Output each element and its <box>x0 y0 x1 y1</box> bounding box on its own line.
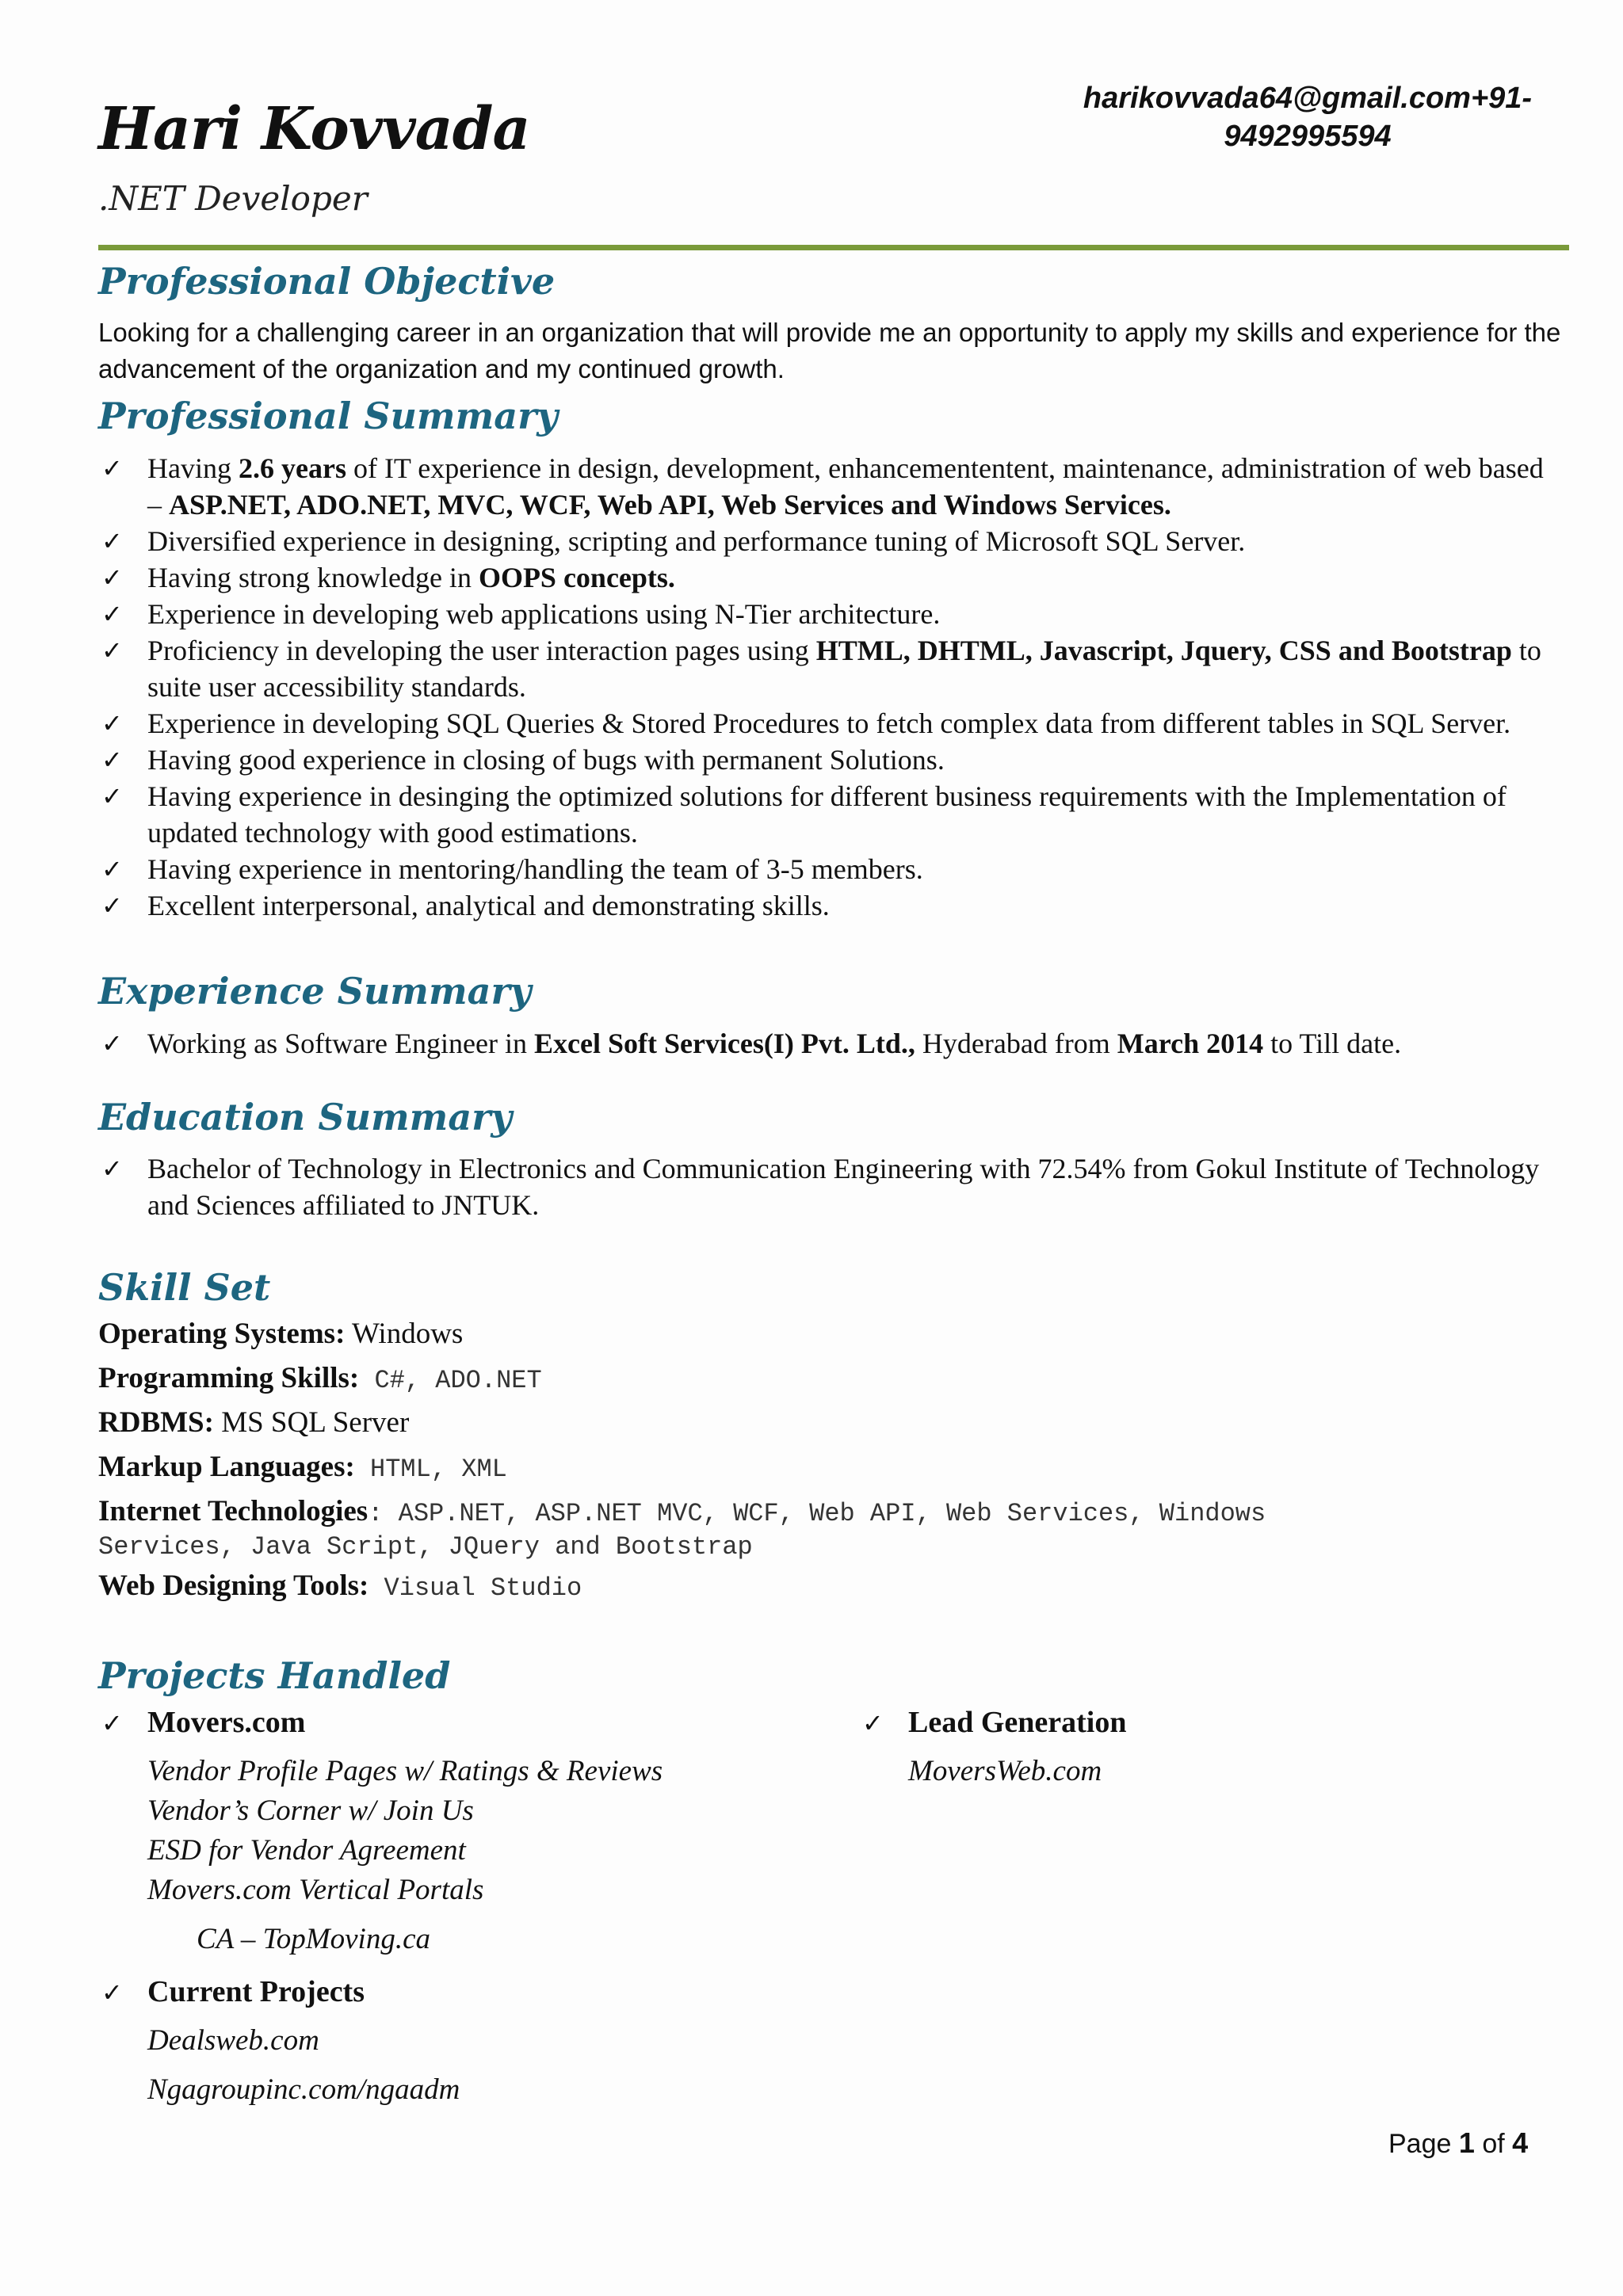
check-icon: ✓ <box>101 854 123 884</box>
experience-list <box>98 1025 1556 1062</box>
list-item: ✓ Having experience in desinging the optimized solutions for different business requirements with the Implementation of updated technology with good estimations. <box>98 778 1556 851</box>
project-title-lead-generation: Lead Generation <box>908 1706 1127 1739</box>
list-item: ✓ Diversified experience in designing, scripting and performance tuning of Microsoft SQL Server. <box>98 523 1556 559</box>
project-title-movers: Movers.com <box>147 1706 306 1739</box>
summary-list <box>98 450 1556 924</box>
check-icon: ✓ <box>101 599 123 629</box>
header-divider <box>98 245 1569 250</box>
check-icon: ✓ <box>101 745 123 775</box>
project-title-current: Current Projects <box>147 1975 365 2008</box>
check-icon: ✓ <box>101 1708 123 1738</box>
project-item: MoversWeb.com <box>908 1755 1102 1787</box>
check-icon: ✓ <box>101 708 123 738</box>
list-item: ✓ Having good experience in closing of bugs with permanent Solutions. <box>98 742 1556 778</box>
check-icon: ✓ <box>101 1028 123 1058</box>
list-item: ✓ Proficiency in developing the user interaction pages using HTML, DHTML, Javascript, Jquery, CSS and Bootstrap to suite user accessibility standards. <box>98 632 1556 705</box>
check-icon: ✓ <box>101 526 123 556</box>
page-number: Page 1 of 4 <box>1388 2126 1529 2159</box>
skill-row-internet-cont: Services, Java Script, JQuery and Bootstrap <box>98 1532 753 1562</box>
skill-row-os: Operating Systems: Windows <box>98 1318 464 1350</box>
list-item: ✓ Bachelor of Technology in Electronics and Communication Engineering with 72.54% from Gokul Institute of Technology and Sciences affiliated to JNTUK. <box>98 1150 1556 1223</box>
skill-row-programming: Programming Skills: C#, ADO.NET <box>98 1362 542 1395</box>
project-item: ESD for Vendor Agreement <box>147 1834 466 1867</box>
list-item: ✓ Having experience in mentoring/handling the team of 3-5 members. <box>98 851 1556 887</box>
check-icon: ✓ <box>101 781 123 811</box>
objective-heading: Professional Objective <box>98 260 556 303</box>
project-item: Ngagroupinc.com/ngaadm <box>147 2073 460 2106</box>
list-item: ✓ Working as Software Engineer in Excel Soft Services(I) Pvt. Ltd., Hyderabad from March 2014 to Till date. <box>98 1025 1556 1062</box>
experience-heading: Experience Summary <box>98 970 532 1013</box>
project-item: Dealsweb.com <box>147 2024 319 2057</box>
project-item: Vendor Profile Pages w/ Ratings & Reviews <box>147 1755 663 1787</box>
project-item: Movers.com Vertical Portals <box>147 1874 484 1906</box>
list-item: ✓ Experience in developing SQL Queries & Stored Procedures to fetch complex data from different tables in SQL Server. <box>98 705 1556 742</box>
check-icon: ✓ <box>101 453 123 483</box>
education-heading: Education Summary <box>98 1096 513 1138</box>
candidate-role: .NET Developer <box>98 179 368 218</box>
list-item: ✓ Having 2.6 years of IT experience in design, development, enhancemententent, maintenance, administration of web based – ASP.NET, ADO.NET, MVC, WCF, Web API, Web Services and Windows Services. <box>98 450 1556 523</box>
skill-row-tools: Web Designing Tools: Visual Studio <box>98 1569 582 1603</box>
list-item: ✓ Having strong knowledge in OOPS concepts. <box>98 559 1556 596</box>
project-sub-item: CA – TopMoving.ca <box>197 1923 430 1955</box>
education-list <box>98 1150 1556 1223</box>
contact-line-1[interactable]: harikovvada64@gmail.com+91- <box>1083 82 1533 115</box>
check-icon: ✓ <box>101 635 123 666</box>
list-item: ✓ Excellent interpersonal, analytical and demonstrating skills. <box>98 887 1556 924</box>
projects-heading: Projects Handled <box>98 1654 451 1697</box>
check-icon: ✓ <box>101 1978 123 2008</box>
project-item: Vendor’s Corner w/ Join Us <box>147 1794 474 1827</box>
summary-heading: Professional Summary <box>98 395 559 437</box>
skill-row-rdbms: RDBMS: MS SQL Server <box>98 1406 410 1439</box>
check-icon: ✓ <box>101 1154 123 1184</box>
check-icon: ✓ <box>862 1708 884 1738</box>
objective-text: Looking for a challenging career in an organization that will provide me an opportunity to apply my skills and experience for the advancement of the organization and my continued growth. <box>98 318 1561 383</box>
check-icon: ✓ <box>101 563 123 593</box>
contact-info <box>991 79 1623 155</box>
skills-heading: Skill Set <box>98 1266 271 1309</box>
contact-line-2[interactable]: 9492995594 <box>1224 120 1392 153</box>
list-item: ✓ Experience in developing web applications using N-Tier architecture. <box>98 596 1556 632</box>
skill-row-markup: Markup Languages: HTML, XML <box>98 1451 507 1484</box>
check-icon: ✓ <box>101 891 123 921</box>
candidate-name: Hari Kovvada <box>98 95 530 163</box>
skill-row-internet: Internet Technologies: ASP.NET, ASP.NET MVC, WCF, Web API, Web Services, Windows <box>98 1495 1266 1528</box>
projects-block <box>98 1705 1572 2117</box>
